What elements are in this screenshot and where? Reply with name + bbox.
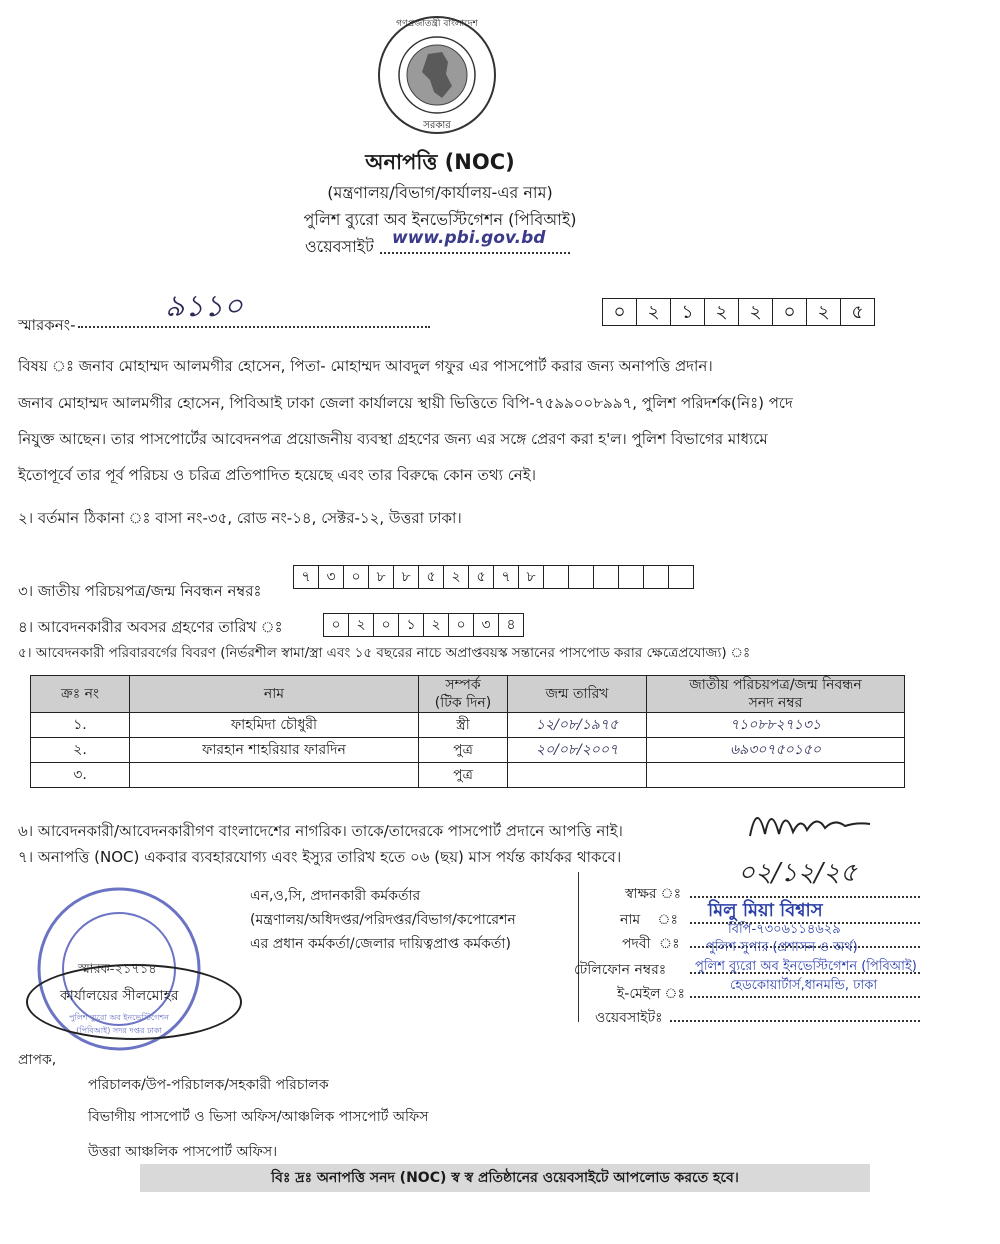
- page-title: অনাপত্তি (NOC): [365, 150, 515, 174]
- signature-date: ০২/১২/২৫: [738, 858, 857, 888]
- nid-digit: ৮: [519, 566, 544, 588]
- stamp-name: মিলু মিয়া বিশ্বাস: [708, 900, 823, 921]
- nid-label: ৩। জাতীয় পরিচয়পত্র/জন্ম নিবন্ধন নম্বরঃ: [18, 582, 262, 600]
- current-address: ২। বর্তমান ঠিকানা ঃ বাসা নং-৩৫, রোড নং-১৪, সেক্টর-১২, উত্তরা ঢাকা।: [18, 509, 462, 527]
- date-digit: ২: [705, 299, 739, 325]
- stamp-address: হেডকোয়ার্টার্স,ধানমন্ডি, ঢাকা: [730, 978, 878, 993]
- retire-digit: ০: [374, 614, 399, 636]
- sign-website-label: ওয়েবসাইটঃ: [595, 1010, 663, 1026]
- recipient-line-2: বিভাগীয় পাসপোর্ট ও ভিসা অফিস/আঞ্চলিক পাসপোর্ট অফিস: [88, 1109, 429, 1125]
- website-label: ওয়েবসাইট: [305, 237, 374, 256]
- stamp-office: পুলিশ ব্যুরো অব ইনভেস্টিগেশন (পিবিআই): [695, 959, 917, 974]
- memo-number: ৯১১০: [165, 289, 243, 324]
- sign-block-border: [578, 872, 579, 1022]
- government-seal: [376, 14, 498, 136]
- footer-note: বিঃ দ্রঃ অনাপত্তি সনদ (NOC) স্ব স্ব প্রতিষ্ঠানের ওয়েবসাইটে আপলোড করতে হবে।: [140, 1164, 870, 1192]
- nid-digit: ৭: [494, 566, 519, 588]
- ministry-label: (মন্ত্রণালয়/বিভাগ/কার্যালয়-এর নাম): [327, 183, 553, 202]
- recipient-line-3: উত্তরা আঞ্চলিক পাসপোর্ট অফিস।: [88, 1144, 278, 1160]
- retire-label: ৪। আবেদনকারীর অবসর গ্রহণের তারিখ ঃ: [18, 618, 283, 636]
- phone-label: টেলিফোন নম্বরঃ: [574, 962, 667, 978]
- stamp-bp: বিপি-৭৩০৬১১৪৬২৯: [728, 922, 841, 937]
- retire-digit: ২: [349, 614, 374, 636]
- nid-digit: [544, 566, 569, 588]
- retire-digit: ২: [424, 614, 449, 636]
- family-table: [30, 675, 905, 788]
- nid-digit: [644, 566, 669, 588]
- date-digit: ২: [637, 299, 671, 325]
- clause-7: ৭। অনাপত্তি (NOC) একবার ব্যবহারযোগ্য এবং ইস্যুর তারিখ হতে ০৬ (ছয়) মাস পর্যন্ত কার্যকর থাকবে।: [18, 848, 622, 866]
- recipient-line-1: পরিচালক/উপ-পরিচালক/সহকারী পরিচালক: [88, 1077, 329, 1093]
- nid-digit: [594, 566, 619, 588]
- nid-digit: ২: [444, 566, 469, 588]
- nid-digit: ৫: [419, 566, 444, 588]
- website-dotted-line: [380, 252, 570, 254]
- date-digit: ২: [807, 299, 841, 325]
- retire-boxes: [323, 613, 524, 637]
- clause-6: ৬। আবেদনকারী/আবেদনকারীগণ বাংলাদেশের নাগরিক। তাকে/তাদেরকে পাসপোর্ট প্রদানে আপত্তি নাই।: [18, 822, 623, 840]
- nid-digit: [569, 566, 594, 588]
- officer-line-1: এন,ও,সি, প্রদানকারী কর্মকর্তার: [250, 888, 421, 904]
- family-intro: ৫। আবেদনকারী পরিবারবর্গের বিবরণ (নির্ভরশীল স্বামা/স্ত্রা এবং ১৫ বছরের নাচে অপ্রাপ্তবয়স্ক সন্তানের পাসপোড করার ক্ষেত্রেপ্রযোজ্য) ঃ: [18, 645, 751, 661]
- website-value: www.pbi.gov.bd: [392, 228, 546, 248]
- date-digit: ০: [773, 299, 807, 325]
- officer-line-2: (মন্ত্রণালয়/অধিদপ্তর/পরিদপ্তর/বিভাগ/কপোরেশন: [250, 912, 516, 928]
- body-paragraph-1: জনাব মোহাম্মদ আলমগীর হোসেন, পিবিআই ঢাকা জেলা কার্যালয়ে স্থায়ী ভিত্তিতে বিপি-৭৫৯৯০০৮৯৯৭, পুলিশ পরিদর্শক(নিঃ) পদে: [18, 394, 793, 412]
- date-digit: ১: [671, 299, 705, 325]
- subject-line: বিষয় ঃ জনাব মোহাম্মদ আলমগীর হোসেন, পিতা- মোহাম্মদ আবদুল গফুর এর পাসপোর্ট করার জন্য অনাপত্তি প্রদান।: [18, 357, 713, 375]
- nid-digit: [619, 566, 644, 588]
- table-row: ২. ফারহান শাহরিয়ার ফারদিন পুত্র ২০/০৮/২০০৭ ৬৯৩০৭৫০১৫০: [31, 738, 905, 763]
- retire-digit: ৪: [506, 617, 516, 633]
- memo-label: স্মারকনং-: [18, 316, 76, 334]
- nid-digit: ৮: [394, 566, 419, 588]
- stamp-designation: পুলিশ সুপার (প্রশাসন ও অর্থ): [706, 940, 858, 955]
- nid-digit: ৮: [369, 566, 394, 588]
- seal-top-text: গণপ্রজাতন্ত্রী বাংলাদেশ: [396, 19, 478, 29]
- table-row: ৩. পুত্র: [31, 763, 905, 788]
- col-serial: ক্রঃ নং: [31, 676, 130, 713]
- date-digit: ০: [603, 299, 637, 325]
- nid-digit: ৩: [319, 566, 344, 588]
- nid-digit: ০: [344, 566, 369, 588]
- memo-dotted-line: [78, 326, 430, 328]
- signature-scribble: [745, 796, 885, 850]
- body-paragraph-2: নিযুক্ত আছেন। তার পাসপোর্টের আবেদনপত্র প্রয়োজনীয় ব্যবস্থা গ্রহণের জন্য এর সঙ্গে প্রেরণ করা হ'ল। পুলিশ বিভাগের মাধ্যমে: [18, 430, 768, 448]
- col-dob: জন্ম তারিখ: [508, 676, 647, 713]
- organization-name: পুলিশ ব্যুরো অব ইনভেস্টিগেশন (পিবিআই): [303, 210, 577, 229]
- retire-digit: ০: [324, 614, 349, 636]
- retire-digit: ০: [449, 614, 474, 636]
- retire-digit: ৩: [474, 614, 499, 636]
- nid-digit: [669, 566, 693, 588]
- nid-boxes: [293, 565, 694, 589]
- designation-label: পদবী ঃ: [622, 936, 680, 952]
- col-relation: সম্পর্ক (টিক দিন): [419, 676, 508, 713]
- officer-line-3: এর প্রধান কর্মকর্তা/জেলার দায়িত্বপ্রাপ্ত কর্মকর্তা): [250, 936, 511, 952]
- col-nid: জাতীয় পরিচয়পত্র/জন্ম নিবন্ধন সনদ নম্বর: [647, 676, 905, 713]
- office-seal-ring-text: পুলিশ ব্যুরো অব ইনভেস্টিগেশন (পিবিআই) সদর দপ্তর ঢাকা: [69, 1013, 169, 1035]
- date-digit: ৫: [851, 301, 864, 323]
- date-digit: ২: [739, 299, 773, 325]
- col-name: নাম: [130, 676, 419, 713]
- email-label: ই-মেইল ঃ: [617, 986, 685, 1002]
- office-seal-label: কার্যালয়ের সীলমোহর: [60, 988, 179, 1004]
- retire-digit: ১: [399, 614, 424, 636]
- sign-website-dotted-line: [670, 1020, 920, 1022]
- nid-digit: ৫: [469, 566, 494, 588]
- name-label: নাম ঃ: [620, 912, 678, 928]
- nid-digit: ৭: [294, 566, 319, 588]
- recipient-label: প্রাপক,: [18, 1052, 57, 1068]
- office-seal-memo: স্মারক-২১৭১৪: [78, 962, 157, 977]
- signature-label: স্বাক্ষর ঃ: [625, 886, 682, 902]
- memo-date-boxes: [602, 298, 875, 326]
- seal-bottom-text: সরকার: [423, 120, 451, 131]
- table-header-row: [31, 676, 905, 713]
- table-row: ১. ফাহমিদা চৌধুরী স্ত্রী ১২/০৮/১৯৭৫ ৭১০৮৮২৭১৩১: [31, 713, 905, 738]
- body-paragraph-3: ইতোপূর্বে তার পূর্ব পরিচয় ও চরিত্র প্রতিপাদিত হয়েছে এবং তার বিরুদ্ধে কোন তথ্য নেই।: [18, 466, 536, 484]
